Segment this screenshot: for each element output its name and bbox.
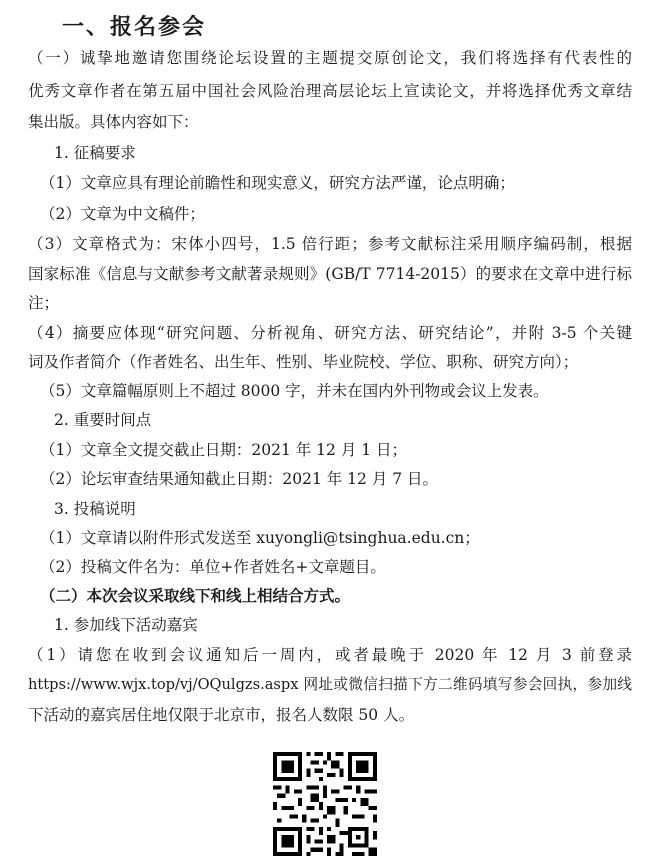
section3-item1: （1）文章请以附件形式发送至 xuyongli@tsinghua.edu.cn； [40, 529, 480, 547]
section4-item1-line1: （1）请您在收到会议通知后一周内，或者最晚于 2020 年 12 月 3 前登录 [28, 646, 632, 664]
section4-title: 1. 参加线下活动嘉宾 [54, 616, 198, 634]
section2-item2: （2）论坛审查结果通知截止日期：2021 年 12 月 7 日。 [40, 470, 439, 488]
section4-item1-line3: 下活动的嘉宾居住地仅限于北京市，报名人数限 50 人。 [28, 706, 415, 724]
para1-line2: 优秀文章作者在第五届中国社会风险治理高层论坛上宣读论文，并将选择优秀文章结 [28, 82, 632, 100]
section2-title: 2. 重要时间点 [54, 411, 152, 429]
section1-item1: （1）文章应具有理论前瞻性和现实意义，研究方法严谨，论点明确； [40, 174, 515, 192]
section3-item2: （2）投稿文件名为：单位+作者姓名+文章题目。 [40, 558, 386, 576]
section1-item3-line2: 国家标准《信息与文献参考文献著录规则》(GB/T 7714-2015）的要求在文章中进行标 [28, 265, 632, 283]
section4-item1-line2: https://www.wjx.top/vj/OQulgzs.aspx 网址或微信扫描下方二维码填写参会回执，参加线 [28, 676, 632, 693]
section3-title: 3. 投稿说明 [54, 500, 136, 518]
section1-title: 1. 征稿要求 [54, 144, 136, 162]
section1-item4-line2: 词及作者简介（作者姓名、出生年、性别、毕业院校、学位、职称、研究方向）； [28, 353, 579, 371]
section1-item2: （2）文章为中文稿件； [40, 205, 205, 223]
section1-item5: （5）文章篇幅原则上不超过 8000 字，并未在国内外刊物或会议上发表。 [40, 382, 549, 400]
section1-item3-line1: （3）文章格式为：宋体小四号，1.5 倍行距；参考文献标注采用顺序编码制，根据 [28, 235, 632, 253]
section1-item3-line3: 注； [28, 294, 60, 312]
para1-line1: （一）诚挚地邀请您围绕论坛设置的主题提交原创论文，我们将选择有代表性的 [28, 49, 632, 67]
para2: （二）本次会议采取线下和线上相结合方式。 [40, 586, 351, 605]
qr-code-icon[interactable] [273, 752, 377, 856]
para1-line3: 集出版。具体内容如下： [28, 113, 199, 131]
section1-item4-line1: （4）摘要应体现“研究问题、分析视角、研究方法、研究结论”，并附 3-5 个关键 [28, 324, 632, 342]
section2-item1: （1）文章全文提交截止日期：2021 年 12 月 1 日； [40, 441, 408, 459]
section-heading: 一、报名参会 [62, 15, 207, 40]
